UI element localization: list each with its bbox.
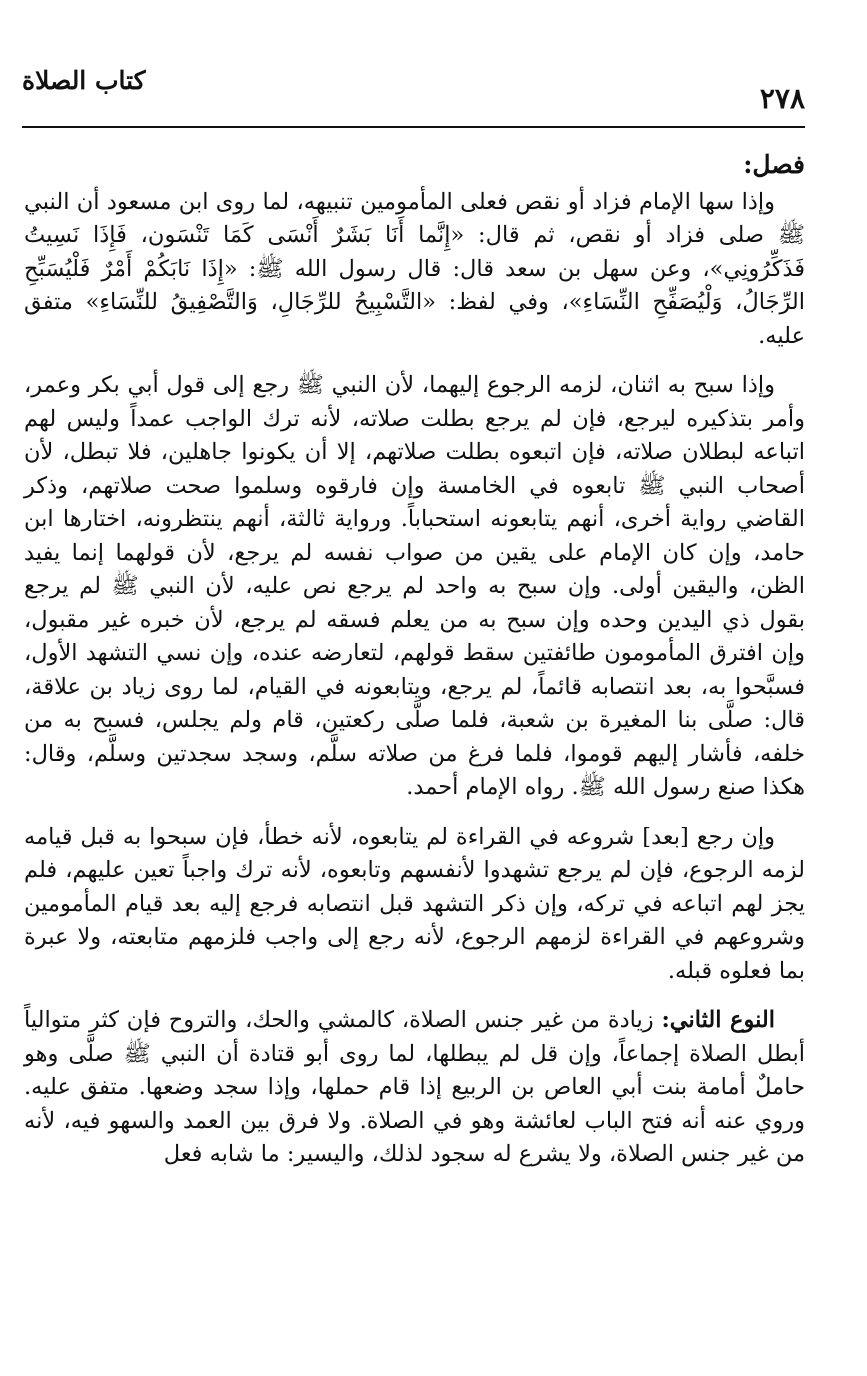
paragraph-1	[24, 186, 805, 354]
paragraph-4	[24, 1004, 805, 1172]
paragraph-text: وإذا سها الإمام فزاد أو نقص فعلى المأمومين تنبيهه، لما روى ابن مسعود أن النبي ﷺ صلى فزاد أو نقص، ثم قال: «إِنَّما أَنَا بَشَرٌ أَنْسَى كَمَا تَنْسَون، فَإِذَا نَسِيتُ فَذَكِّرُونِي»، وعن سهل بن سعد قال: قال رسول الله ﷺ: «إِذَا نَابَكُمْ أَمْرٌ فَلْيُسَبِّحِ الرِّجَالُ، وَلْيُصَفِّحِ النِّسَاءِ»، وفي لفظ: «التَّسْبِيحُ للرِّجَالِ، وَالتَّصْفِيقُ للنِّسَاءِ» متفق عليه.	[24, 188, 805, 349]
running-title: كتاب الصلاة	[22, 66, 146, 95]
paragraph-3	[24, 821, 805, 989]
paragraph-lead: النوع الثاني:	[661, 1007, 776, 1033]
paragraph-text: وإذا سبح به اثنان، لزمه الرجوع إليهما، لأن النبي ﷺ رجع إلى قول أبي بكر وعمر، وأمر بتذكيره ليرجع، فإن لم يرجع بطلت صلاته، لأنه ترك الواجب عمداً وليس لهم اتباعه لبطلان صلاته، فإن اتبعوه بطلت صلاتهم، إلا أن يكونوا جاهلين، فلا تبطل، لأن أصحاب النبي ﷺ تابعوه في الخامسة وإن فارقوه وسلموا صحت صلاتهم، وذكر القاضي رواية أخرى، أنهم يتابعونه استحباباً. ورواية ثالثة، أنهم ينتظرونه، اختارها ابن حامد، وإن كان الإمام على يقين من صواب نفسه لم يرجع، لأن قولهما إنما يفيد الظن، واليقين أولى. وإن سبح به واحد لم يرجع نص عليه، لأن النبي ﷺ لم يرجع بقول ذي اليدين وحده وإن سبح به من يعلم فسقه لم يرجع، لأن خبره غير مقبول، وإن افترق المأمومون طائفتين سقط قولهم، لتعارضه عنده، وإن نسي التشهد الأول، فسبَّحوا به، بعد انتصابه قائماً، لم يرجع، ويتابعونه في القيام، لما روى زياد بن علاقة، قال: صلَّى بنا المغيرة بن شعبة، فلما صلَّى ركعتين، قام ولم يجلس، فسبح به من خلفه، فأشار إليهم قوموا، فلما فرغ من صلاته سلَّم، وسجد سجدتين وسلَّم، وقال: هكذا صنع رسول الله ﷺ. رواه الإمام أحمد.	[24, 372, 805, 800]
paragraph-text: زيادة من غير جنس الصلاة، كالمشي والحك، والتروح فإن كثر متوالياً أبطل الصلاة إجماعاً، وإن قل لم يبطلها، لما روى أبو قتادة أن النبي ﷺ صلَّى وهو حاملٌ أمامة بنت أبي العاص بن الربيع إذا قام حملها، وإذا سجد وضعها. متفق عليه. وروي عنه أنه فتح الباب لعائشة وهو في الصلاة. ولا فرق بين العمد والسهو فيه، لأنه من غير جنس الصلاة، ولا يشرع له سجود لذلك، واليسير: ما شابه فعل	[24, 1007, 805, 1167]
page-header	[22, 60, 805, 128]
paragraph-2	[24, 369, 805, 805]
page-number: ٢٧٨	[759, 82, 805, 115]
section-heading: فصل:	[743, 150, 805, 179]
paragraph-text: وإن رجع [بعد] شروعه في القراءة لم يتابعوه، لأنه خطأ، فإن سبحوا به قبل قيامه لزمه الرجوع، فإن لم يرجع تشهدوا لأنفسهم وتابعوه، لأنه ترك واجباً تعين عليهم، فلم يجز لهم اتباعه في تركه، وإن ذكر التشهد قبل انتصابه فرجع إليه بعد قيام المأمومين وشروعهم في القراءة لزمهم الرجوع، لأنه رجع إلى واجب فلزمهم متابعته، ولا عبرة بما فعلوه قبله.	[24, 823, 805, 984]
page-body	[24, 148, 805, 1188]
